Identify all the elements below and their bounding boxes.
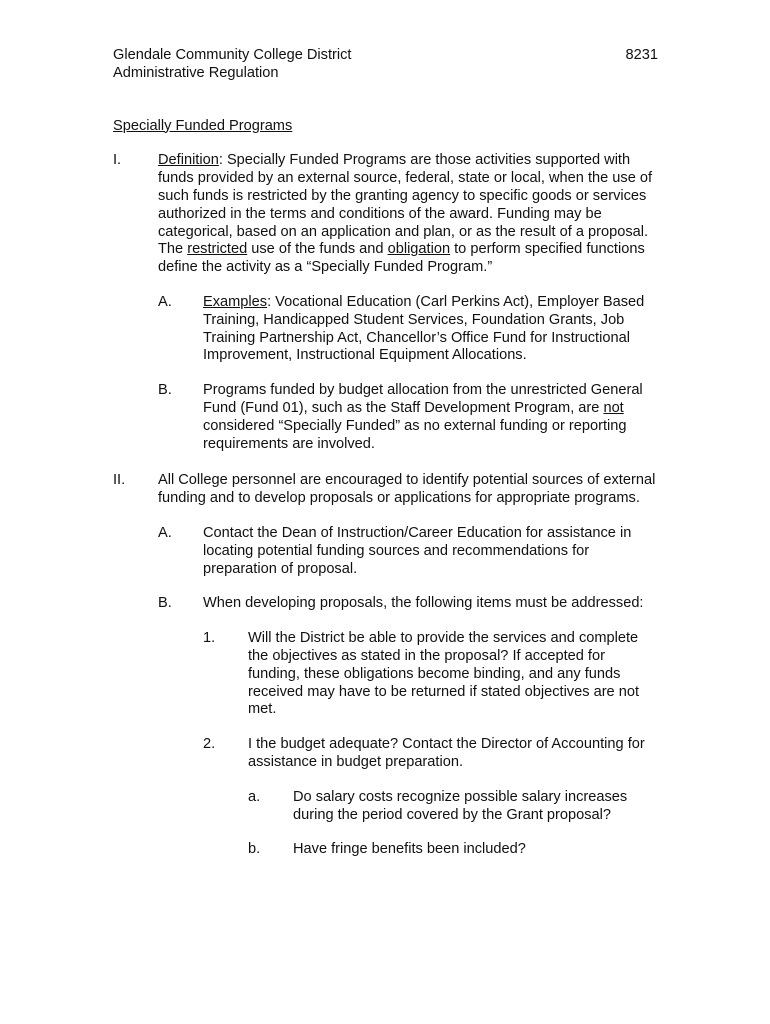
- section-2-b-2-a-text: Do salary costs recognize possible salary increases during the period covered by the Grant proposal?: [293, 788, 628, 823]
- definition-text-c: to perform specified functions define the activity as a “Specially Funded Program.”: [158, 241, 645, 276]
- examples-text: : Vocational Education (Carl Perkins Act), Employer Based Training, Handicapped Student Services, Foundation Grants, Job Training Partnership Act, Chancellor’s Office Fund for Instructional Improvement, Instructional Equipment Allocations.: [203, 293, 645, 364]
- section-2-b-2-a-number: a.: [248, 788, 261, 805]
- section-2-b-2-b: [248, 841, 658, 859]
- section-1-number: I.: [113, 152, 122, 169]
- section-2-b-2-a: [248, 789, 658, 825]
- restricted-term: restricted: [187, 241, 248, 258]
- section-2: [113, 472, 658, 508]
- header-row: [113, 47, 658, 65]
- section-2-a-text: Contact the Dean of Instruction/Career Education for assistance in locating potential funding sources and recommendations for preparation of proposal.: [203, 524, 632, 577]
- section-2-b-2-b-number: b.: [248, 841, 261, 858]
- document-type: Administrative Regulation: [113, 64, 279, 81]
- section-1-a-number: A.: [158, 293, 172, 310]
- section-1-b: [158, 382, 658, 453]
- section-1-b-text-a: Programs funded by budget allocation from the unrestricted General Fund (Fund 01), such as the Staff Development Program, are: [203, 382, 643, 416]
- page-title: Specially Funded Programs: [113, 117, 293, 134]
- section-2-b-2-text: I the budget adequate? Contact the Director of Accounting for assistance in budget preparation.: [248, 736, 645, 770]
- definition-text-b: use of the funds and: [247, 241, 388, 258]
- district-name: Glendale Community College District: [113, 47, 352, 63]
- section-1-b-text-b: considered “Specially Funded” as no external funding or reporting requirements are involved.: [203, 417, 627, 452]
- section-2-number: II.: [113, 472, 126, 489]
- section-1: [113, 152, 658, 277]
- section-2-text: All College personnel are encouraged to identify potential sources of external funding and to develop proposals or applications for appropriate programs.: [158, 472, 656, 507]
- section-2-b-1: [203, 630, 658, 719]
- definition-text-a: : Specially Funded Programs are those activities supported with funds provided by an external source, federal, state or local, when the use of such funds is restricted by the granting agency to specific goods or services authorized in the terms and conditions of the award. Funding may be categorical, based on an application and plan, or as the result of a proposal. The: [158, 152, 653, 258]
- section-2-b-1-text: Will the District be able to provide the services and complete the objectives as stated in the proposal? If accepted for funding, these obligations become binding, and any funds received may have to be returned if stated objectives are not met.: [248, 630, 640, 718]
- obligation-term: obligation: [387, 241, 451, 258]
- section-2-b-text: When developing proposals, the following items must be addressed:: [203, 595, 644, 612]
- section-2-b-2-number: 2.: [203, 736, 216, 753]
- section-2-b: [158, 595, 658, 613]
- section-1-a: [158, 294, 658, 365]
- section-2-a-number: A.: [158, 524, 172, 541]
- not-term: not: [603, 399, 624, 416]
- regulation-number: 8231: [625, 47, 658, 63]
- section-2-b-2: [203, 736, 658, 772]
- section-2-b-number: B.: [158, 595, 172, 612]
- section-1-text: [158, 152, 658, 277]
- section-1-b-number: B.: [158, 382, 172, 399]
- section-2-b-1-number: 1.: [203, 630, 216, 647]
- section-1-a-text: [203, 294, 658, 365]
- definition-term: Definition: [158, 152, 219, 169]
- section-2-a: [158, 525, 658, 578]
- section-1-b-text: [203, 382, 658, 453]
- section-2-b-2-b-text: Have fringe benefits been included?: [293, 841, 526, 858]
- document-page: [113, 47, 658, 859]
- examples-term: Examples: [203, 293, 268, 310]
